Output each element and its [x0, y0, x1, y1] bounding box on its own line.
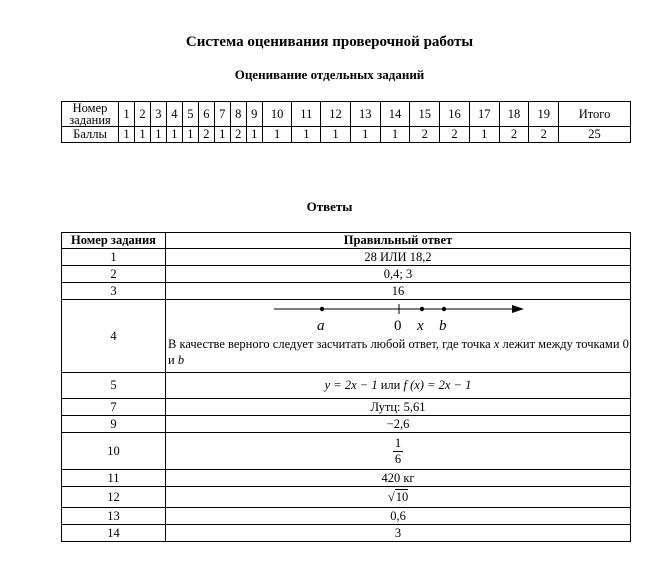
label-x: x [417, 318, 424, 334]
answer-text: 3 [166, 525, 631, 542]
answer-task-number: 14 [62, 525, 166, 542]
task-number-cell: 8 [230, 102, 246, 127]
number-line [166, 300, 632, 336]
answer-task-number: 13 [62, 508, 166, 525]
fraction-numerator: 1 [394, 435, 402, 450]
answer-row [62, 416, 631, 433]
answer-note: В качестве верного следует засчитать любой ответ, где точка x лежит между точками 0 и b [168, 337, 629, 367]
answer-text: 0,4; 3 [166, 266, 631, 283]
points-cell: 1 [292, 127, 321, 143]
points-cell: 2 [198, 127, 214, 143]
task-number-cell: 16 [440, 102, 470, 127]
answer-row [62, 508, 631, 525]
task-number-cell: 2 [134, 102, 150, 127]
number-line-arrow-icon [512, 305, 524, 313]
scores-header-row [62, 102, 631, 127]
points-cell: 2 [410, 127, 440, 143]
answer-fraction [166, 433, 631, 470]
task-number-cell: 11 [292, 102, 321, 127]
points-cell: 2 [499, 127, 529, 143]
task-number-cell: 13 [350, 102, 380, 127]
points-cell: 2 [440, 127, 470, 143]
answer-text: −2,6 [166, 416, 631, 433]
answer-task-number: 7 [62, 399, 166, 416]
answer-sqrt [166, 487, 631, 508]
task-number-cell: 6 [198, 102, 214, 127]
points-cell: 1 [134, 127, 150, 143]
fraction-denominator: 6 [394, 451, 402, 466]
point-b [442, 307, 446, 311]
task-number-cell: 12 [321, 102, 351, 127]
points-cell: 2 [230, 127, 246, 143]
answer-text: Лутц: 5,61 [166, 399, 631, 416]
answer-row [62, 266, 631, 283]
answer-task-number: 11 [62, 470, 166, 487]
points-cell: 2 [529, 127, 559, 143]
answer-text: 28 ИЛИ 18,2 [166, 249, 631, 266]
answer-task-number: 3 [62, 283, 166, 300]
page-title: Система оценивания проверочной работы [185, 34, 474, 50]
answer-row [62, 487, 631, 508]
task-number-cell: 19 [529, 102, 559, 127]
answers-header-row [62, 233, 631, 249]
point-a [320, 307, 324, 311]
points-cell: 1 [182, 127, 198, 143]
task-number-cell: 9 [246, 102, 262, 127]
answer-text: 0,6 [166, 508, 631, 525]
answer-row [62, 433, 631, 470]
task-number-cell: 5 [182, 102, 198, 127]
task-number-cell: 17 [469, 102, 499, 127]
points-row-label: Баллы [62, 127, 119, 143]
answer-text: 420 кг [166, 470, 631, 487]
task-number-cell: 4 [166, 102, 182, 127]
sqrt-radicand: 10 [395, 489, 409, 504]
answer-task-number: 10 [62, 433, 166, 470]
answer-row [62, 470, 631, 487]
task-number-cell: 14 [380, 102, 410, 127]
answer-text: 16 [166, 283, 631, 300]
task-number-cell: 15 [410, 102, 440, 127]
sqrt-icon: √ [387, 489, 395, 504]
answer-task-number: 5 [62, 373, 166, 399]
answer-task-number: 12 [62, 487, 166, 508]
answer-row [62, 373, 631, 399]
scores-table [61, 101, 631, 143]
answer-task-number: 4 [62, 300, 166, 373]
section-title-answers: Ответы [306, 199, 353, 214]
points-cell: 1 [246, 127, 262, 143]
scores-points-row [62, 127, 631, 143]
point-x [420, 307, 424, 311]
task-number-cell: 7 [214, 102, 230, 127]
points-cell: 1 [166, 127, 182, 143]
answer-row [62, 249, 631, 266]
answer-task-number: 2 [62, 266, 166, 283]
label-zero: 0 [394, 318, 402, 334]
answers-table [61, 232, 631, 542]
points-cell: 1 [380, 127, 410, 143]
task-number-cell: 10 [262, 102, 292, 127]
points-cell: 1 [262, 127, 292, 143]
points-cell: 1 [350, 127, 380, 143]
total-points-cell: 25 [559, 127, 631, 143]
answer-task-number: 9 [62, 416, 166, 433]
label-a: a [317, 318, 325, 334]
task-number-cell: 1 [119, 102, 135, 127]
answer-task-number: 1 [62, 249, 166, 266]
answer-row [62, 399, 631, 416]
answer-row [62, 283, 631, 300]
task-number-cell: 18 [499, 102, 529, 127]
answer-row [62, 300, 631, 373]
section-title-scoring: Оценивание отдельных заданий [234, 67, 425, 82]
points-cell: 1 [469, 127, 499, 143]
task-number-header: Номер задания [62, 102, 119, 127]
points-cell: 1 [150, 127, 166, 143]
points-cell: 1 [214, 127, 230, 143]
points-cell: 1 [321, 127, 351, 143]
answer-row [62, 525, 631, 542]
task-number-column-header: Номер задания [62, 233, 166, 249]
task-number-cell: 3 [150, 102, 166, 127]
points-cell: 1 [119, 127, 135, 143]
answer-formula: y = 2x − 1 или f (x) = 2x − 1 [166, 373, 631, 399]
answer-number-line-cell [166, 300, 631, 373]
label-b: b [439, 318, 447, 334]
answer-column-header: Правильный ответ [166, 233, 631, 249]
total-header-cell: Итого [559, 102, 631, 127]
